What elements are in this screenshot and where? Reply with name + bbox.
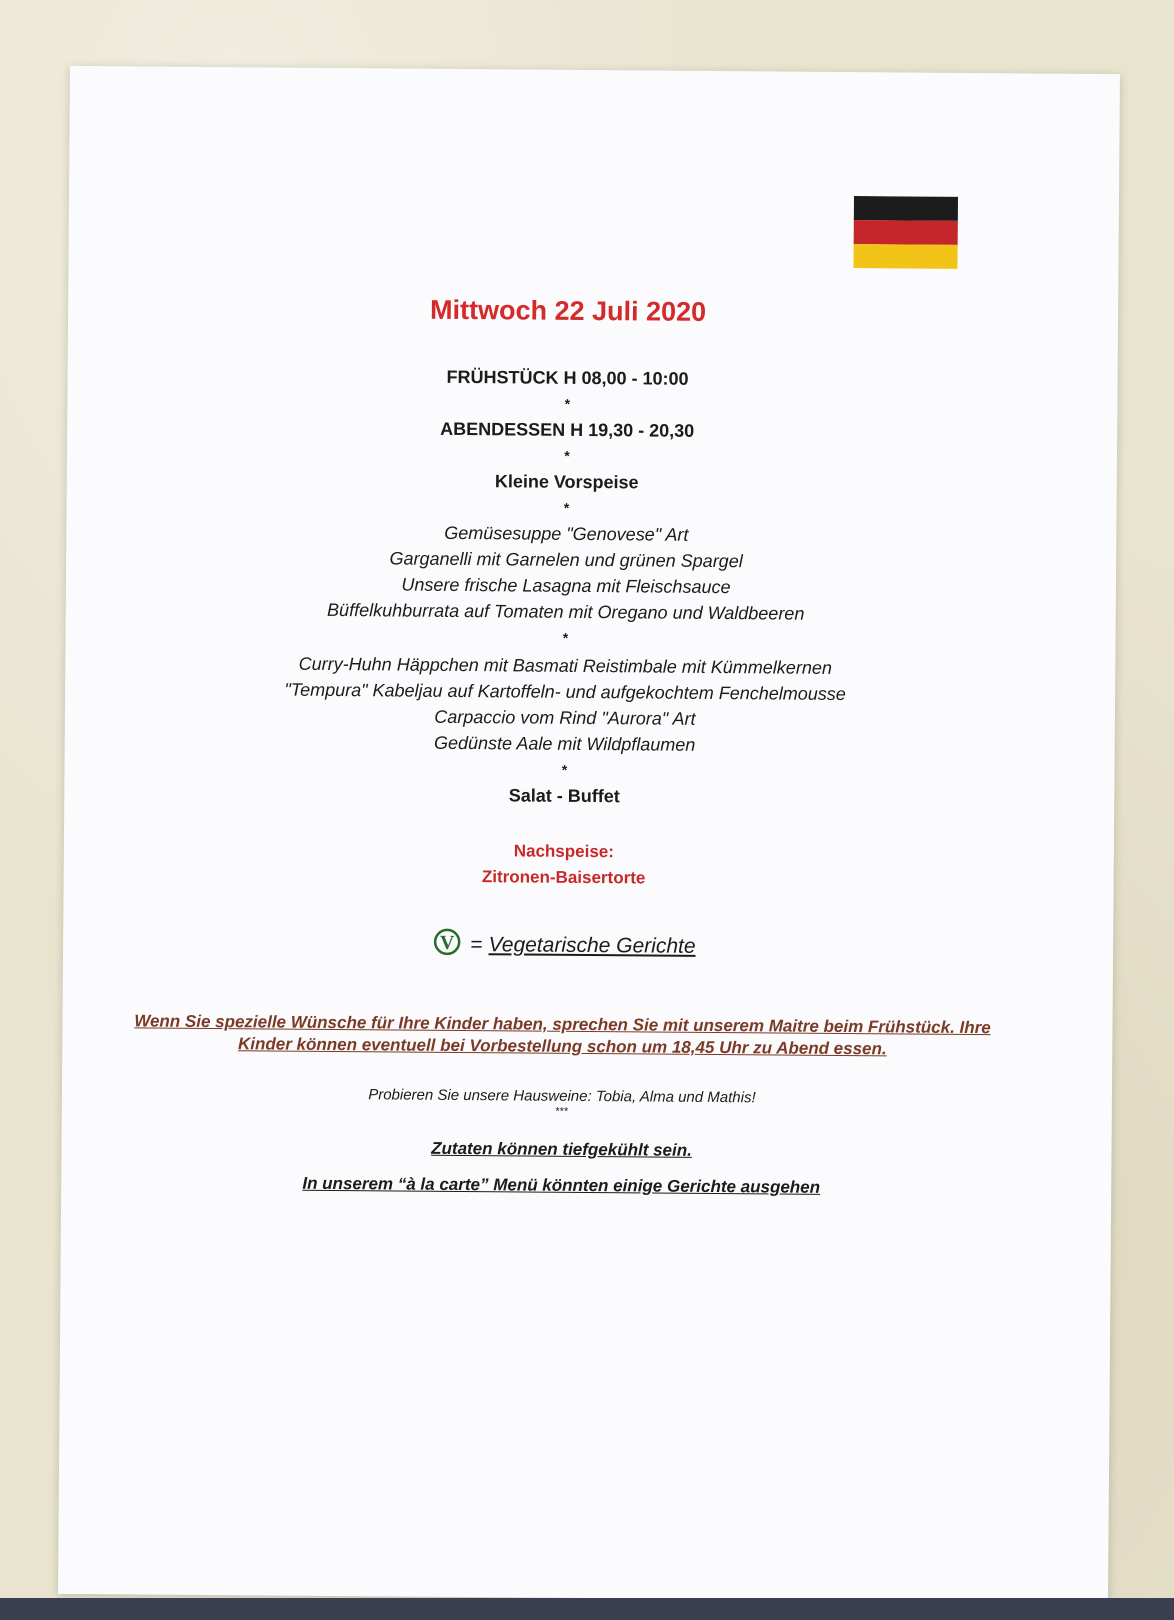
dinner-hours: ABENDESSEN H 19,30 - 20,30: [440, 418, 695, 441]
separator-star: *: [561, 761, 568, 778]
dessert-item: Zitronen-Baisertorte: [481, 867, 646, 888]
table-edge: [0, 1598, 1174, 1620]
first-course-item: Garganelli mit Garnelen und grünen Spargel: [389, 548, 743, 572]
salad-buffet: Salat - Buffet: [508, 785, 620, 807]
main-course-item: Carpaccio vom Rind "Aurora" Art: [434, 706, 696, 729]
children-notice: [82, 1010, 1042, 1062]
main-course-item: Curry-Huhn Häppchen mit Basmati Reistimbale mit Kümmelkernen: [298, 653, 832, 678]
legend-text: Vegetarische Gerichte: [488, 933, 696, 958]
legend-equals: =: [470, 933, 483, 957]
first-course-item: Büffelkuhburrata auf Tomaten mit Oregano und Waldbeeren: [327, 599, 805, 624]
separator-star: *: [563, 499, 570, 516]
dessert-label: Nachspeise:: [513, 841, 615, 862]
frozen-ingredients-note: Zutaten können tiefgekühlt sein.: [431, 1138, 692, 1160]
separator-stars: ***: [555, 1105, 569, 1118]
flag-stripe-gold: [853, 244, 957, 269]
children-notice-line: Wenn Sie spezielle Wünsche für Ihre Kinder haben, sprechen Sie mit unserem Maitre beim Frühstück. Ihre: [134, 1011, 991, 1038]
house-wine-note: Probieren Sie unsere Hausweine: Tobia, Alma und Mathis!: [368, 1086, 756, 1107]
vegetarian-symbol: V: [439, 931, 454, 954]
children-notice-line: Kinder können eventuell bei Vorbestellung schon um 18,45 Uhr zu Abend essen.: [237, 1034, 887, 1059]
first-course-item: Gemüsesuppe "Genovese" Art: [444, 522, 689, 545]
breakfast-hours: FRÜHSTÜCK H 08,00 - 10:00: [446, 366, 689, 389]
german-flag-icon: [853, 196, 958, 269]
main-course-item: Gedünste Aale mit Wildpflaumen: [433, 732, 696, 755]
vegetarian-legend: [63, 924, 1063, 962]
starter-heading: Kleine Vorspeise: [494, 471, 639, 493]
a-la-carte-note: In unserem “à la carte” Menü könnten einige Gerichte ausgehen: [302, 1173, 821, 1197]
vegetarian-v-icon: [431, 927, 465, 957]
menu-sheet: [58, 66, 1120, 1602]
separator-star: *: [564, 395, 571, 412]
separator-star: *: [562, 629, 569, 646]
separator-star: *: [564, 447, 570, 464]
flag-stripe-black: [854, 196, 958, 221]
menu-date: Mittwoch 22 Juli 2020: [429, 294, 707, 327]
flag-stripe-red: [854, 220, 958, 245]
first-course-item: Unsere frische Lasagna mit Fleischsauce: [401, 574, 731, 598]
main-course-item: "Tempura" Kabeljau auf Kartoffeln- und aufgekochtem Fenchelmousse: [284, 679, 846, 705]
